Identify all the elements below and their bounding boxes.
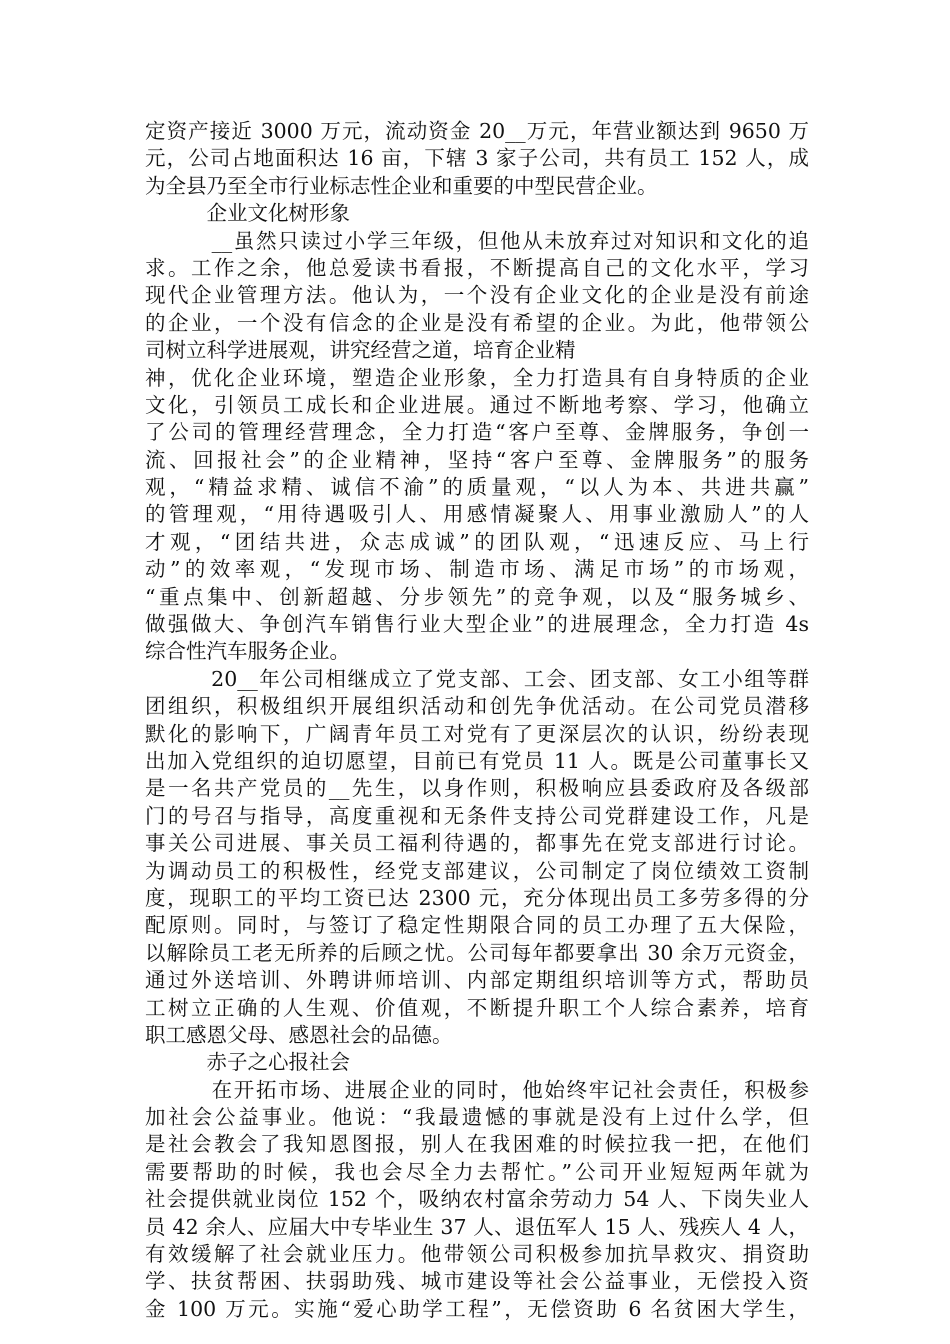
text-line: 是社会教会了我知恩图报，别人在我困难的时候拉我一把，在他们 xyxy=(145,1132,809,1157)
document-body xyxy=(145,118,809,1323)
text-line: 有效缓解了社会就业压力。他带领公司积极参加抗旱救灾、捐资助 xyxy=(145,1242,809,1267)
text-line: 了公司的管理经营理念，全力打造“客户至尊、金牌服务，争创一 xyxy=(145,420,809,445)
text-line: 才观，“团结共进，众志成诚”的团队观，“迅速反应、马上行 xyxy=(145,529,809,554)
text-line: 出加入党组织的迫切愿望，目前已有党员 11 人。既是公司董事长又 xyxy=(145,748,809,773)
text-line: 社会提供就业岗位 152 个，吸纳农村富余劳动力 54 人、下岗失业人 xyxy=(145,1187,809,1212)
text-line: 在开拓市场、进展企业的同时，他始终牢记社会责任，积极参 xyxy=(145,1077,809,1102)
text-line: 工树立正确的人生观、价值观，不断提升职工个人综合素养，培育 xyxy=(145,995,809,1020)
text-line: 团组织，积极组织开展组织活动和创先争优活动。在公司党员潜移 xyxy=(145,694,809,719)
text-line: 现代企业管理方法。他认为，一个没有企业文化的企业是没有前途 xyxy=(145,283,809,308)
text-line: 定资产接近 3000 万元，流动资金 20__万元，年营业额达到 9650 万 xyxy=(145,119,809,143)
text-line: “重点集中、创新超越、分步领先”的竞争观，以及“服务城乡、 xyxy=(145,584,809,609)
text-line: 度，现职工的平均工资已达 2300 元，充分体现出员工多劳多得的分 xyxy=(145,885,809,910)
text-line: 以解除员工老无所养的后顾之忧。公司每年都要拿出 30 余万元资金， xyxy=(145,940,809,965)
text-line: 动”的效率观，“发现市场、制造市场、满足市场”的市场观， xyxy=(145,557,809,582)
text-line: 的企业，一个没有信念的企业是没有希望的企业。为此，他带领公 xyxy=(145,310,809,335)
text-line: __虽然只读过小学三年级，但他从未放弃过对知识和文化的追 xyxy=(145,228,809,253)
text-line: 观，“精益求精、诚信不渝”的质量观，“以人为本、共进共赢” xyxy=(145,475,809,500)
text-line: 司树立科学进展观，讲究经营之道，培育企业精 xyxy=(145,338,576,363)
text-line: 综合性汽车服务企业。 xyxy=(145,639,350,664)
section-heading: 赤子之心报社会 xyxy=(145,1050,350,1075)
text-line: 的管理观，“用待遇吸引人、用感情凝聚人、用事业激励人”的人 xyxy=(145,502,809,527)
text-line: 为调动员工的积极性，经党支部建议，公司制定了岗位绩效工资制 xyxy=(145,858,809,883)
text-line: 流、回报社会”的企业精神，坚持“客户至尊、金牌服务”的服务 xyxy=(145,447,809,472)
text-line: 为全县乃至全市行业标志性企业和重要的中型民营企业。 xyxy=(145,173,658,198)
text-line: 金 100 万元。实施“爱心助学工程”，无偿资助 6 名贫困大学生， xyxy=(145,1296,809,1321)
text-line: 神，优化企业环境，塑造企业形象，全力打造具有自身特质的企业 xyxy=(145,365,809,390)
text-line: 元，公司占地面积达 16 亩，下辖 3 家子公司，共有员工 152 人，成 xyxy=(145,146,809,171)
text-line: 职工感恩父母、感恩社会的品德。 xyxy=(145,1022,453,1047)
text-line: 是一名共产党员的__先生，以身作则，积极响应县委政府及各级部 xyxy=(145,776,809,801)
text-line: 求。工作之余，他总爱读书看报，不断提高自己的文化水平，学习 xyxy=(145,255,809,280)
text-line: 门的号召与指导，高度重视和无条件支持公司党群建设工作，凡是 xyxy=(145,803,809,828)
text-line: 文化，引领员工成长和企业进展。通过不断地考察、学习，他确立 xyxy=(145,392,809,417)
text-line: 需要帮助的时候，我也会尽全力去帮忙。”公司开业短短两年就为 xyxy=(145,1159,809,1184)
text-line: 员 42 余人、应届大中专毕业生 37 人、退伍军人 15 人、残疾人 4 人， xyxy=(145,1214,809,1239)
text-line: 配原则。同时，与签订了稳定性期限合同的员工办理了五大保险， xyxy=(145,913,809,938)
text-line: 事关公司进展、事关员工福利待遇的，都事先在党支部进行讨论。 xyxy=(145,831,809,856)
text-line: 学、扶贫帮困、扶弱助残、城市建设等社会公益事业，无偿投入资 xyxy=(145,1269,809,1294)
text-line: 加社会公益事业。他说：“我最遗憾的事就是没有上过什么学，但 xyxy=(145,1105,809,1130)
text-line: 默化的影响下，广阔青年员工对党有了更深层次的认识，纷纷表现 xyxy=(145,721,809,746)
text-line: 做强做大、争创汽车销售行业大型企业”的进展理念，全力打造 4s xyxy=(145,612,809,637)
text-line: 20__年公司相继成立了党支部、工会、团支部、女工小组等群 xyxy=(145,666,809,691)
text-line: 通过外送培训、外聘讲师培训、内部定期组织培训等方式，帮助员 xyxy=(145,968,809,993)
section-heading: 企业文化树形象 xyxy=(145,201,350,226)
